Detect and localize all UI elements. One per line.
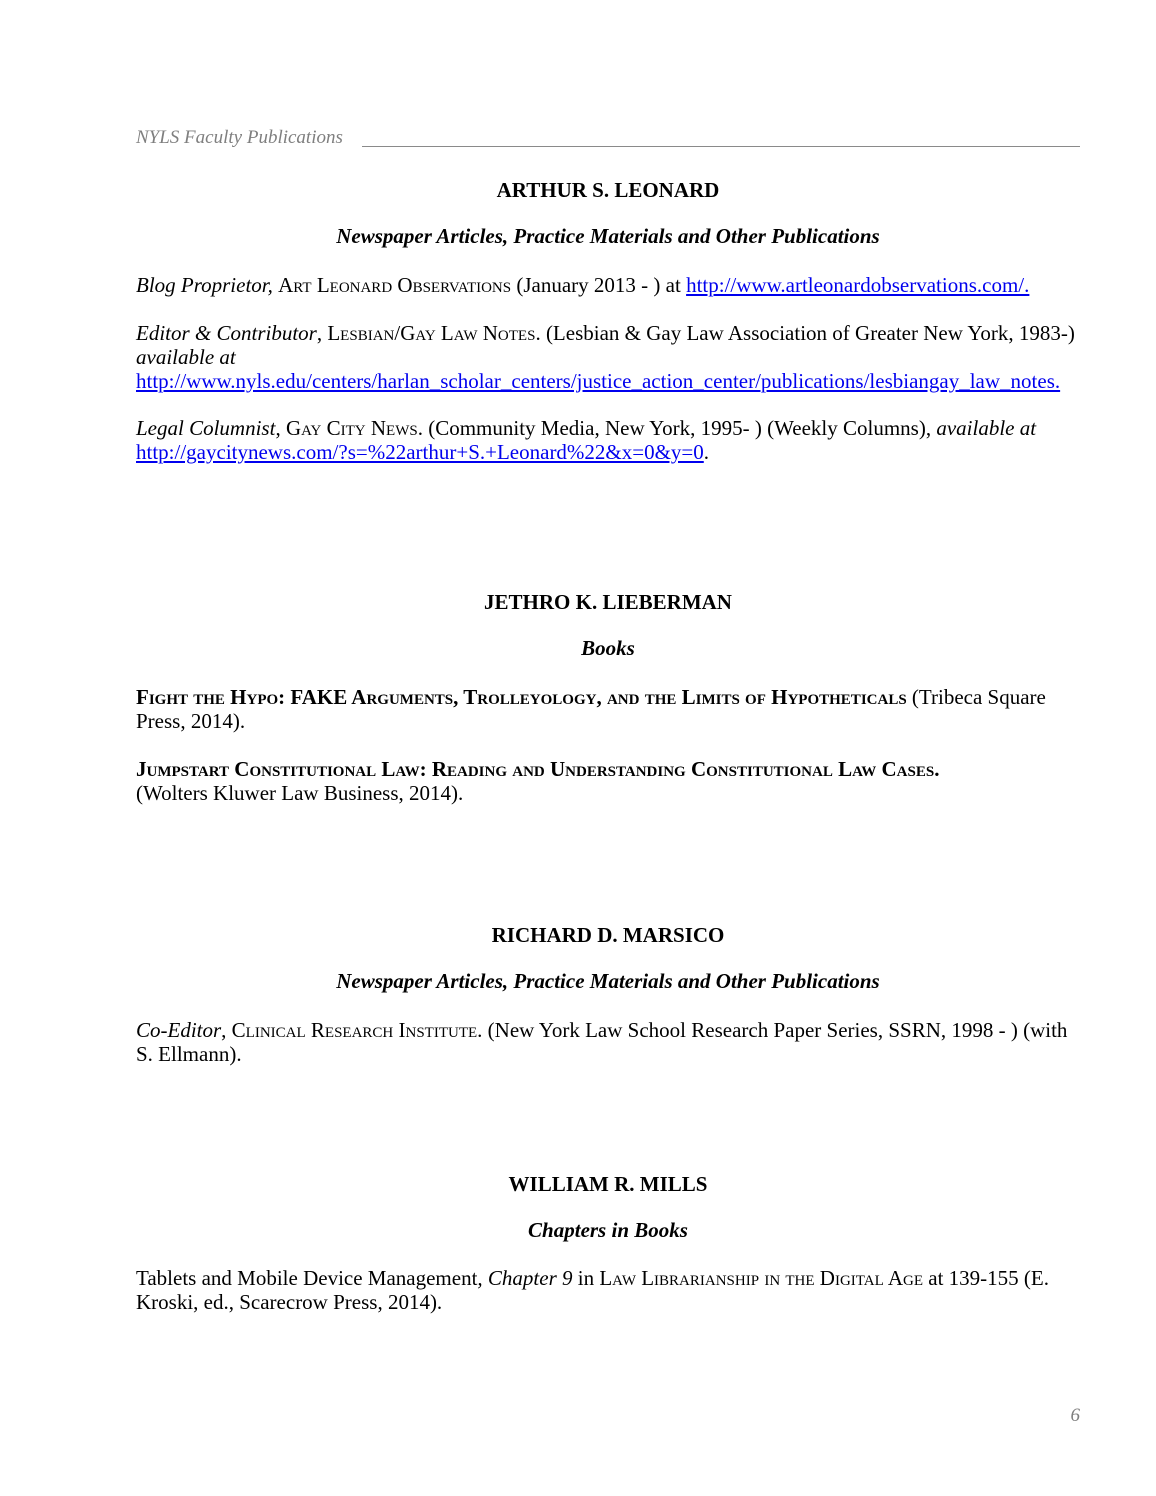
category-heading-lieberman: Books (581, 636, 635, 660)
book-title: Jumpstart Constitutional Law: Reading and Understanding Constitutional Law Cases. (136, 757, 940, 781)
category-heading-marsico: Newspaper Articles, Practice Materials and Other Publications (336, 969, 880, 993)
entry-publication: Clinical Research Institute (231, 1018, 478, 1042)
publication-entry (136, 273, 1080, 297)
faculty-name-lieberman: JETHRO K. LIEBERMAN (484, 590, 732, 614)
entry-publication: Lesbian/Gay Law Notes (327, 321, 536, 345)
publication-entry: Co-Editor, Clinical Research Institute. (New York Law School Research Paper Series, SSRN, 1998 - ) (with S. Ellmann). (136, 1018, 1068, 1066)
entry-role: Legal Columnist (136, 416, 276, 440)
publication-entry: Editor & Contributor, Lesbian/Gay Law Notes. (Lesbian & Gay Law Association of Greater New York, 1983-) available at http://www.nyls.edu/centers/harlan_scholar_centers/justice_action_center/publications/lesbiangay_law_notes. (136, 321, 1075, 393)
chapter-number: , Chapter 9 (477, 1266, 573, 1290)
entry-details: . (Community Media, New York, 1995- ) (Weekly Columns), (417, 416, 937, 440)
entry-details: . (Lesbian & Gay Law Association of Greater New York, 1983-) (535, 321, 1075, 345)
header-title: NYLS Faculty Publications (136, 127, 343, 148)
publication-entry (136, 1266, 1080, 1314)
publication-entry (136, 685, 1080, 733)
chapter-title: Tablets and Mobile Device Management (136, 1266, 478, 1290)
entry-details: . (New York Law School Research Paper Series, SSRN, 1998 - ) (with S. Ellmann). (136, 1018, 1068, 1066)
law-notes-link[interactable]: http://www.nyls.edu/centers/harlan_scholar_centers/justice_action_center/publications/lesbiangay_law_notes. (136, 369, 1061, 393)
blog-link[interactable]: http://www.artleonardobservations.com/. (686, 273, 1030, 297)
entry-available-at: available at (136, 345, 236, 369)
entry-details: (Tribeca Square Press, 2014). (136, 685, 1046, 733)
entry-role: Editor & Contributor (136, 321, 317, 345)
header-rule (362, 146, 1080, 147)
gay-city-news-link[interactable]: http://gaycitynews.com/?s=%22arthur+S.+Leonard%22&x=0&y=0 (136, 440, 704, 464)
faculty-name-leonard: ARTHUR S. LEONARD (496, 178, 720, 202)
entry-in: in (572, 1266, 600, 1290)
entry-role: Blog Proprietor, (136, 273, 273, 297)
faculty-name-marsico: RICHARD D. MARSICO (491, 923, 725, 947)
entry-role: Co-Editor (136, 1018, 222, 1042)
book-title: Fight the Hypo: FAKE Arguments, Trolleyology, and the Limits of Hypotheticals (136, 685, 907, 709)
publication-entry: Legal Columnist, Gay City News. (Community Media, New York, 1995- ) (Weekly Columns), available at http://gaycitynews.com/?s=%22arthur+S.+Leonard%22&x=0&y=0. (136, 416, 1037, 464)
faculty-name-mills: WILLIAM R. MILLS (508, 1172, 708, 1196)
entry-available-at: available at (936, 416, 1037, 440)
entry-details: (January 2013 - ) at (511, 273, 687, 297)
running-header (136, 127, 1080, 151)
category-heading-leonard: Newspaper Articles, Practice Materials and Other Publications (336, 224, 880, 248)
entry-publication: Art Leonard Observations (278, 273, 512, 297)
publication-entry (136, 757, 1080, 805)
page-number: 6 (1070, 1405, 1080, 1426)
category-heading-mills: Chapters in Books (528, 1218, 688, 1242)
entry-details: at 139-155 (E. Kroski, ed., Scarecrow Press, 2014). (136, 1266, 1049, 1314)
entry-publication: Gay City News (285, 416, 418, 440)
entry-end: . (703, 440, 710, 464)
entry-publication: Law Librarianship in the Digital Age (599, 1266, 924, 1290)
entry-details: (Wolters Kluwer Law Business, 2014). (136, 781, 464, 805)
